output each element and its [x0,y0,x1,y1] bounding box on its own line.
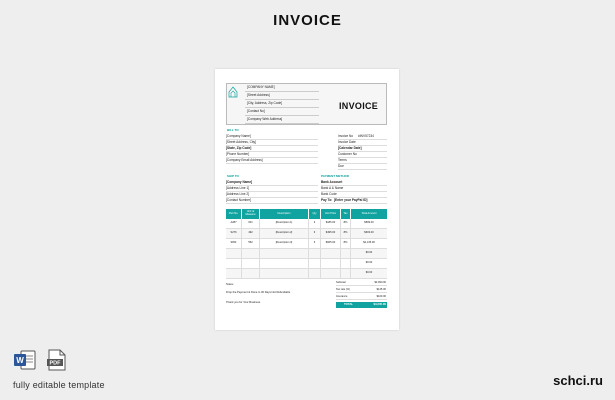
insurance-row: Insurance $100.00 [336,295,387,300]
pdf-badge-label: PDF [49,360,61,367]
pay-to-row: Pay To: [Enter your PayPal ID] [321,198,387,204]
payment-title: PAYMENT METHOD [321,174,350,178]
company-city: [City, Address, Zip Code] [245,101,319,108]
total-row [336,302,387,308]
invoice-title: INVOICE [339,101,379,111]
footer-caption: fully editable template [13,380,105,390]
bill-to-line: [State, Zip Code] [226,146,318,152]
bill-to-line: [Phone Number] [226,152,318,158]
notes-label: Notes: [226,283,234,286]
invoice-meta-row: Due [338,164,387,170]
invoice-meta-row: Terms [338,158,387,164]
invoice-meta-row: Customer No [338,152,387,158]
table-row: A287 001 [Description 1] 3 $185.00 8% $599.00 [226,219,387,229]
word-icon[interactable] [13,349,37,371]
brand-watermark[interactable]: schci.ru [553,373,603,388]
bill-to-line: [Company Email Address] [226,158,318,164]
table-row: $0.00 [226,249,387,259]
pdf-icon[interactable] [45,349,69,371]
company-web: [Company Web Address] [245,117,319,124]
company-logo-icon [228,86,238,98]
table-row: $0.00 [226,269,387,279]
total-value: $3,235.00 [373,302,386,307]
table-row: S276 492 [Description 2] 3 $495.00 8% $603.00 [226,229,387,239]
page-heading: INVOICE [273,12,342,29]
total-label: TOTAL [344,302,354,307]
company-contact: [Contact No] [245,109,319,116]
invoice-header [226,83,387,125]
items-table-header [226,209,387,219]
table-row: 9053 552 [Description 3] 3 $665.00 8% $2,135.00 [226,239,387,249]
payment-line: Bank Code [321,192,387,198]
col-header: Total Amount [361,211,377,215]
tax-row: Tax rate (%) $145.00 [336,288,387,293]
col-header: Unit of Measure [242,209,260,219]
subtotal-row: Subtotal $2,990.00 [336,281,387,286]
invoice-meta-row: [Calendar Date] [338,146,387,152]
col-header: Tax [341,209,351,219]
file-format-icons [13,349,69,371]
invoice-meta-row: Invoice No #INV57234 [338,134,387,140]
invoice-preview-sheet[interactable] [215,69,399,330]
col-header: Description [260,209,309,219]
bill-to-line: [Street Address, City] [226,140,318,146]
notes-text: Drop the Payment & Done in 30 Days Not Refundable [226,291,291,294]
ship-to-line: [Address Line 2] [226,192,318,198]
payment-line: Bank Account [321,180,387,186]
invoice-document [226,83,387,319]
ship-to-title: SHIP TO [227,174,239,178]
company-name: [COMPANY NAME] [245,85,319,92]
invoice-meta-row: Invoice Date [338,140,387,146]
bill-to-title: BILL TO [227,128,239,132]
company-street: [Street Address] [245,93,319,100]
ship-to-line: [Contact Number] [226,198,318,204]
ship-to-line: [Company Name] [226,180,318,186]
col-header: Unit Price [321,209,341,219]
svg-text:W: W [16,356,24,365]
payment-line: Bank A & Name [321,186,387,192]
col-header: Qty [309,209,321,219]
thank-you-text: Thank you for Your Business [226,301,261,304]
bill-to-line: [Company Name] [226,134,318,140]
table-row: $0.00 [226,259,387,269]
ship-to-line: [Address Line 1] [226,186,318,192]
col-header: Part No. [226,209,242,219]
